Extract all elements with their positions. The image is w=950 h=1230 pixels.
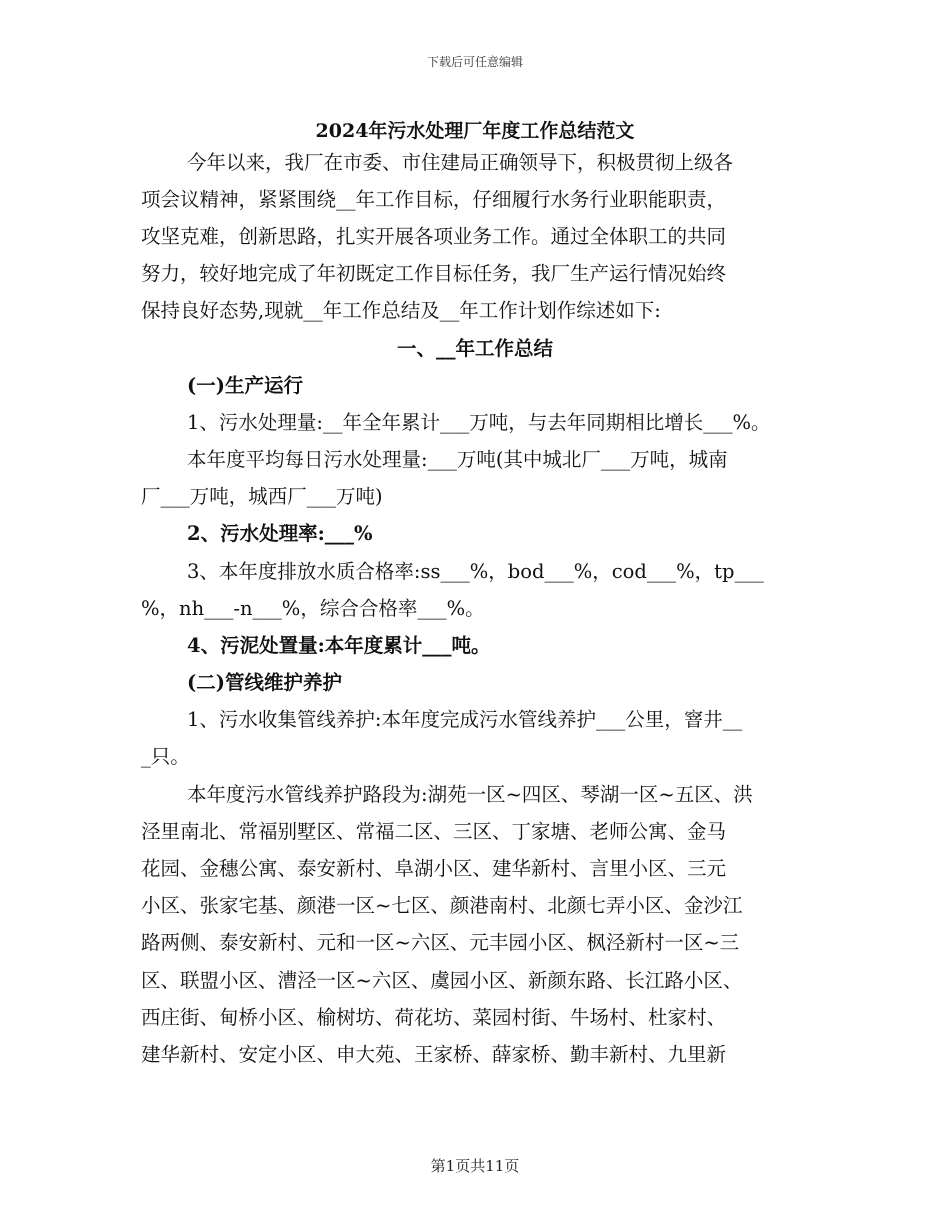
subsection-heading: (一)生产运行 [187, 374, 303, 397]
paragraph-line: 小区、张家宅基、颜港一区~七区、颜港南村、北颜七弄小区、金沙江 [141, 894, 743, 917]
item-heading: 2、污水处理率:___% [187, 522, 373, 545]
paragraph-line: 保持良好态势,现就__年工作总结及__年工作计划作综述如下: [141, 299, 661, 322]
paragraph-line: 1、污水处理量:__年全年累计___万吨，与去年同期相比增长___%。 [187, 411, 771, 434]
subsection-heading: (二)管线维护养护 [187, 671, 342, 694]
paragraph-line: 今年以来，我厂在市委、市住建局正确领导下，积极贯彻上级各 [187, 151, 734, 174]
document-title: 2024年污水处理厂年度工作总结范文 [315, 120, 635, 142]
paragraph-line: 路两侧、泰安新村、元和一区~六区、元丰园小区、枫泾新村一区~三 [141, 931, 740, 954]
paragraph-line: 厂___万吨，城西厂___万吨) [141, 485, 383, 508]
paragraph-line: 1、污水收集管线养护:本年度完成污水管线养护___公里，窨井__ [187, 708, 743, 731]
paragraph-line: 本年度污水管线养护路段为:湖苑一区~四区、琴湖一区~五区、洪 [187, 783, 753, 806]
section-heading: 一、__年工作总结 [396, 337, 553, 360]
paragraph-line: 泾里南北、常福别墅区、常福二区、三区、丁家塘、老师公寓、金马 [141, 820, 727, 843]
paragraph-line: 努力，较好地完成了年初既定工作目标任务，我厂生产运行情况始终 [141, 262, 727, 285]
paragraph-line: 花园、金穗公寓、泰安新村、阜湖小区、建华新村、言里小区、三元 [141, 857, 727, 880]
paragraph-line: 西庄街、甸桥小区、榆树坊、荷花坊、菜园村街、牛场村、杜家村、 [141, 1006, 727, 1029]
paragraph-line: %，nh___-n___%，综合合格率___%。 [141, 597, 485, 620]
header-note: 下载后可任意编辑 [426, 55, 523, 69]
page-number-footer: 第1页共11页 [430, 1157, 520, 1175]
paragraph-line: 项会议精神，紧紧围绕__年工作目标，仔细履行水务行业职能职责， [141, 188, 727, 211]
item-heading: 4、污泥处置量:本年度累计___吨。 [187, 634, 491, 657]
paragraph-line: 建华新村、安定小区、申大苑、王家桥、薛家桥、勤丰新村、九里新 [141, 1043, 727, 1066]
paragraph-line: 区、联盟小区、漕泾一区~六区、虞园小区、新颜东路、长江路小区、 [141, 969, 743, 992]
paragraph-line: 3、本年度排放水质合格率:ss___%，bod___%，cod___%，tp___ [187, 560, 764, 583]
paragraph-line: 本年度平均每日污水处理量:___万吨(其中城北厂___万吨，城南 [187, 448, 728, 471]
paragraph-line: 攻坚克难，创新思路，扎实开展各项业务工作。通过全体职工的共同 [141, 225, 727, 248]
paragraph-line: _只。 [141, 745, 190, 768]
